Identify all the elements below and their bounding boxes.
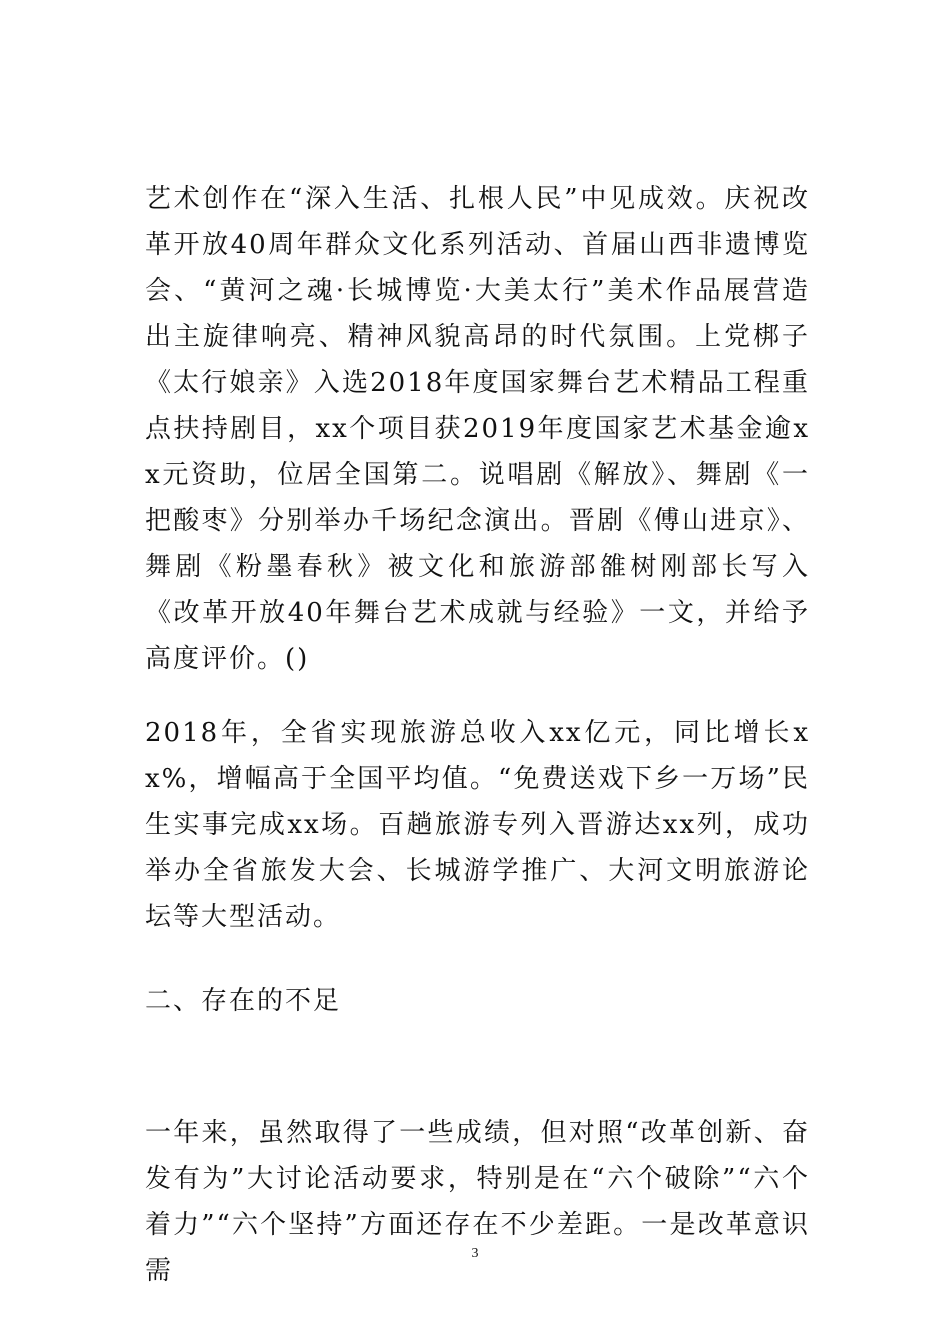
paragraph-art-creation: 艺术创作在“深入生活、扎根人民”中见成效。庆祝改革开放40周年群众文化系列活动、首届山西非遗博览会、“黄河之魂·长城博览·大美太行”美术作品展营造出主旋律响亮、精神风貌高昂的时代氛围。上党梆子《太行娘亲》入选2018年度国家舞台艺术精品工程重点扶持剧目，xx个项目获2019年度国家艺术基金逾xx元资助，位居全国第二。说唱剧《解放》、舞剧《一把酸枣》分别举办千场纪念演出。晋剧《傅山进京》、舞剧《粉墨春秋》被文化和旅游部雒树刚部长写入《改革开放40年舞台艺术成就与经验》一文，并给予高度评价。() bbox=[145, 184, 810, 674]
paragraph-tourism-revenue: 2018年，全省实现旅游总收入xx亿元，同比增长xx%，增幅高于全国平均值。“免费送戏下乡一万场”民生实事完成xx场。百趟旅游专列入晋游达xx列，成功举办全省旅发大会、长城游学推广、大河文明旅游论坛等大型活动。 bbox=[145, 718, 810, 932]
section-heading-shortcomings: 二、存在的不足 bbox=[145, 986, 342, 1016]
paragraph-shortcomings-intro: 一年来，虽然取得了一些成绩，但对照“改革创新、奋发有为”大讨论活动要求，特别是在“六个破除”“六个着力”“六个坚持”方面还存在不少差距。一是改革意识需 bbox=[145, 1118, 810, 1286]
page-number: 3 bbox=[471, 1246, 479, 1261]
